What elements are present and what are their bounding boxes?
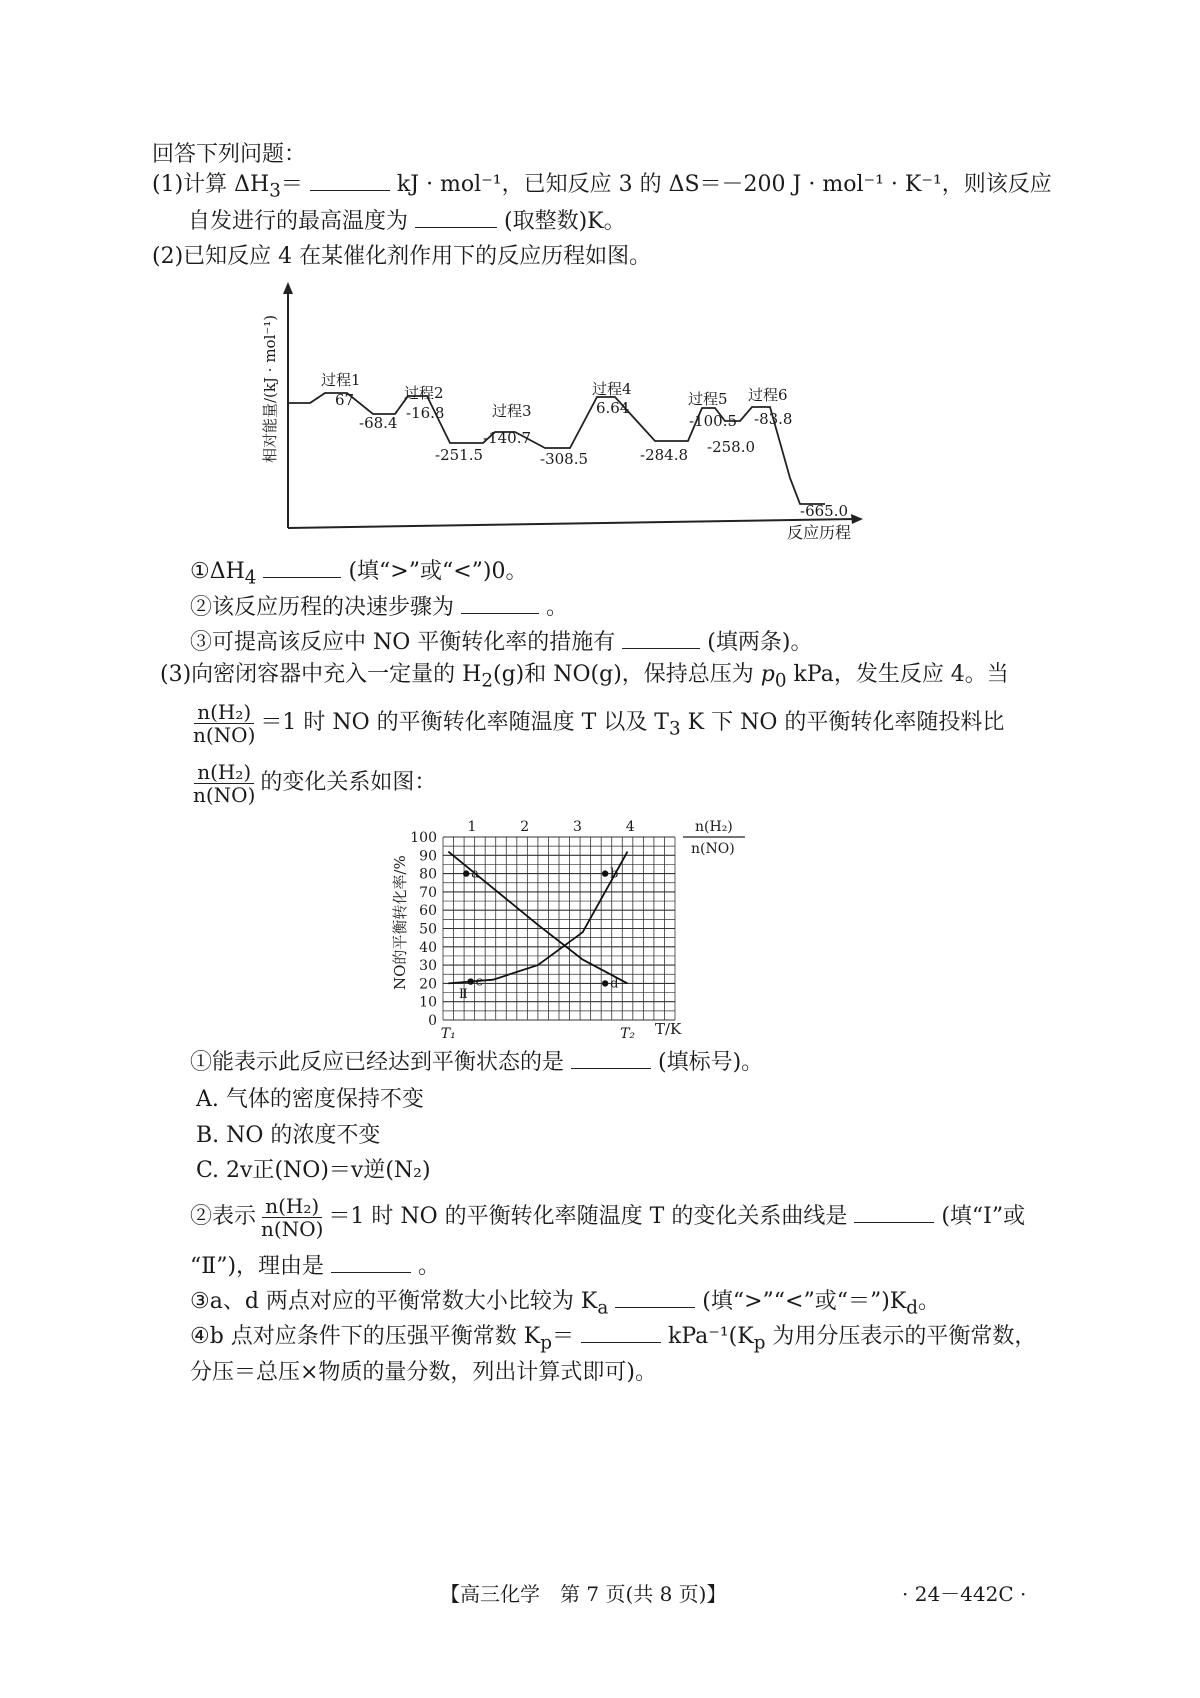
- q3-sub2-text-c: (填“Ⅰ”或: [941, 1204, 1026, 1229]
- ratio-num-3: n(H₂): [262, 1195, 322, 1218]
- y-tick-label: 0: [428, 1013, 437, 1029]
- y-tick-label: 60: [419, 903, 437, 920]
- q3-sub4-text-d: 为用分压表示的平衡常数，: [765, 1324, 1037, 1349]
- chart-top-label-den: n(NO): [691, 841, 735, 857]
- q2-sub2: [190, 593, 568, 623]
- option-c: C. 2v正(NO)＝v逆(N₂): [196, 1158, 431, 1183]
- q3-line3: [188, 758, 436, 808]
- energy-value-67: 67: [335, 391, 355, 409]
- q2-sub2-blank[interactable]: [461, 595, 539, 614]
- chart-x-label: T/K: [655, 1020, 682, 1038]
- data-point-label-d: d: [610, 976, 619, 992]
- series-label-II: Ⅱ: [458, 987, 468, 1003]
- q1-line2-text-b: (取整数)K。: [504, 209, 626, 234]
- q3-sub3-sub-d: d: [906, 1297, 918, 1319]
- y-tick-label: 50: [419, 921, 437, 938]
- q3-sub1: [190, 1048, 763, 1078]
- data-point-a: [463, 870, 469, 876]
- energy-value-m16-8: -16.8: [406, 404, 445, 422]
- data-point-b: [602, 870, 608, 876]
- ratio-num: n(H₂): [194, 701, 254, 724]
- y-tick-label: 40: [419, 939, 437, 956]
- energy-value-m665-0: -665.0: [800, 502, 849, 520]
- q3-line1-text-b: (g)和 NO(g)，保持总压为: [493, 662, 761, 687]
- process-label-2: 过程2: [404, 384, 444, 402]
- q3-sub1-text-b: (填标号)。: [658, 1050, 764, 1075]
- q3-line3-text: 的变化关系如图：: [260, 770, 437, 795]
- q3-sub2-text-d: “Ⅱ”)，理由是: [190, 1254, 325, 1279]
- q3-sub1-blank[interactable]: [571, 1050, 651, 1069]
- q3-sub4-line2: 分压＝总压×物质的量分数，列出计算式即可)。: [190, 1360, 658, 1385]
- q1-temp-blank[interactable]: [415, 209, 497, 228]
- q2-intro: (2)已知反应 4 在某催化剂作用下的反应历程如图。: [152, 244, 652, 269]
- q3-line2: [188, 698, 1004, 754]
- q3-sub4: [190, 1322, 1036, 1358]
- bottom-tick-label: T₂: [620, 1026, 636, 1042]
- bottom-tick-label: T₁: [440, 1026, 456, 1042]
- q3-reason-blank[interactable]: [331, 1254, 411, 1273]
- q3-sub2-text-b: ＝1 时 NO 的平衡转化率随温度 T 的变化关系曲线是: [328, 1204, 848, 1229]
- q1-answer-blank[interactable]: [310, 172, 390, 191]
- energy-value-6-64: 6.64: [596, 399, 630, 417]
- process-label-5: 过程5: [688, 390, 728, 408]
- chart-axes: [410, 819, 635, 1042]
- q2-sub2-text-b: 。: [546, 595, 569, 620]
- energy-x-label: 反应历程: [787, 523, 852, 542]
- process-label-1: 过程1: [321, 371, 361, 389]
- q3-line1-text-d: kPa，发生反应 4。当: [786, 662, 1009, 687]
- q2-sub1-text-a: ①ΔH: [190, 559, 245, 584]
- q3-sub4-text-b: ＝: [551, 1324, 574, 1349]
- energy-y-label: 相对能量/(kJ · mol⁻¹): [261, 314, 279, 463]
- energy-diagram: [255, 278, 875, 548]
- q2-sub1-sub: 4: [244, 567, 257, 589]
- q1-text-c: kJ · mol⁻¹，已知反应 3 的 ΔS＝－200 J · mol⁻¹ · K⁻¹，则该反应: [396, 172, 1052, 197]
- y-tick-label: 90: [419, 848, 437, 865]
- q3-line2-text-b: K 下 NO 的平衡转化率随投料比: [680, 710, 1005, 735]
- top-tick-label: 3: [572, 819, 582, 835]
- top-tick-label: 1: [467, 819, 477, 835]
- q3-sub3-text-a: ③a、d 两点对应的平衡常数大小比较为 K: [190, 1289, 598, 1314]
- ratio-fraction-2: [190, 761, 258, 806]
- y-tick-label: 100: [410, 830, 437, 846]
- footer-code: · 24－442C ·: [902, 1582, 1027, 1606]
- y-tick-label: 80: [419, 866, 437, 883]
- q2-sub1-blank[interactable]: [263, 559, 341, 578]
- q3-h2-sub: 2: [481, 670, 494, 692]
- data-point-label-a: a: [471, 866, 479, 882]
- q3-sub4-text-c: kPa⁻¹(K: [667, 1324, 754, 1349]
- q3-line2-sub: 3: [668, 718, 681, 740]
- top-tick-label: 2: [520, 819, 530, 835]
- q1-line2-text-a: 自发进行的最高温度为: [188, 209, 409, 234]
- energy-value-m308-5: -308.5: [540, 450, 589, 468]
- conversion-chart: [385, 815, 765, 1045]
- q2-sub3-text-b: (填两条)。: [707, 630, 813, 655]
- q3-sub4-sub-2: p: [753, 1332, 766, 1354]
- q3-sub3-blank[interactable]: [615, 1289, 695, 1308]
- q2-sub3-blank[interactable]: [622, 630, 700, 649]
- q1-text-b: ＝: [280, 172, 303, 197]
- q3-sub3: [190, 1287, 940, 1323]
- q3-sub3-sub-a: a: [597, 1297, 609, 1319]
- q3-sub2-blank[interactable]: [854, 1204, 934, 1223]
- q3-sub3-text-c: 。: [917, 1289, 940, 1314]
- energy-value-m83-8: -83.8: [754, 410, 793, 428]
- chart-top-label-num: n(H₂): [695, 819, 733, 835]
- process-label-3: 过程3: [492, 402, 532, 420]
- q3-sub4-blank[interactable]: [581, 1324, 661, 1343]
- q3-sub2-text-a: ②表示: [190, 1204, 257, 1229]
- energy-x-axis: [288, 519, 855, 528]
- ratio-den-3: n(NO): [261, 1216, 324, 1241]
- intro-text: 回答下列问题：: [152, 142, 307, 167]
- ratio-den-2: n(NO): [193, 782, 256, 807]
- energy-value-m140-7: -140.7: [483, 429, 532, 447]
- q1-line1: [152, 170, 1052, 206]
- energy-value-m251-5: -251.5: [435, 446, 484, 464]
- energy-value-m100-5: -100.5: [689, 412, 738, 430]
- top-tick-label: 4: [625, 819, 635, 835]
- chart-grid: [443, 837, 675, 1020]
- data-point-d: [602, 980, 608, 986]
- q3-line2-text-a: ＝1 时 NO 的平衡转化率随温度 T 以及 T: [260, 710, 669, 735]
- process-label-4: 过程4: [592, 380, 632, 398]
- energy-value-m68-4: -68.4: [359, 414, 398, 432]
- ratio-fraction: [190, 701, 258, 746]
- q2-sub3-text-a: ③可提高该反应中 NO 平衡转化率的措施有: [190, 630, 616, 655]
- q3-sub2-text-e: 。: [418, 1254, 441, 1279]
- q1-sub: 3: [269, 180, 281, 202]
- q1-line2: [188, 207, 626, 237]
- energy-value-m258-0: -258.0: [707, 438, 756, 456]
- chart-y-label: NO的平衡转化率/%: [391, 855, 409, 990]
- q3-sub1-text: ①能表示此反应已经达到平衡状态的是: [190, 1050, 565, 1075]
- energy-x-arrow: [851, 514, 863, 524]
- q2-sub1: [190, 557, 528, 593]
- data-point-c: [467, 978, 473, 984]
- y-tick-label: 70: [419, 884, 437, 901]
- energy-value-m284-8: -284.8: [640, 446, 689, 464]
- q3-sub2: [190, 1192, 1025, 1242]
- data-point-label-b: b: [610, 866, 619, 882]
- q1-text-a: (1)计算 ΔH: [152, 172, 270, 197]
- footer-page-info: 【高三化学 第 7 页(共 8 页)】: [440, 1582, 727, 1606]
- q3-p0-sub: 0: [774, 670, 787, 692]
- data-point-label-c: c: [475, 974, 483, 990]
- q3-sub3-text-b: (填“>”“<”或“＝”)K: [702, 1289, 907, 1314]
- y-tick-label: 30: [419, 958, 437, 975]
- option-a: A. 气体的密度保持不变: [196, 1087, 424, 1112]
- q2-sub1-text-b: (填“>”或“<”)0。: [348, 559, 528, 584]
- process-label-6: 过程6: [748, 386, 788, 404]
- q2-sub2-text-a: ②该反应历程的决速步骤为: [190, 595, 455, 620]
- energy-y-arrow: [283, 282, 293, 294]
- q3-p0: p: [760, 662, 775, 687]
- q3-line1-text-a: (3)向密闭容器中充入一定量的 H: [160, 662, 482, 687]
- q3-sub4-sub: p: [540, 1332, 552, 1354]
- option-b: B. NO 的浓度不变: [196, 1123, 381, 1148]
- y-tick-label: 20: [419, 976, 437, 993]
- q3-line1: [160, 660, 1009, 696]
- y-tick-label: 10: [419, 994, 437, 1011]
- ratio-den: n(NO): [193, 722, 256, 747]
- q3-sub4-text-a: ④b 点对应条件下的压强平衡常数 K: [190, 1324, 541, 1349]
- ratio-fraction-3: [258, 1195, 326, 1240]
- q2-sub3: [190, 628, 812, 658]
- ratio-num-2: n(H₂): [194, 761, 254, 784]
- q3-sub2-line2: [190, 1252, 440, 1282]
